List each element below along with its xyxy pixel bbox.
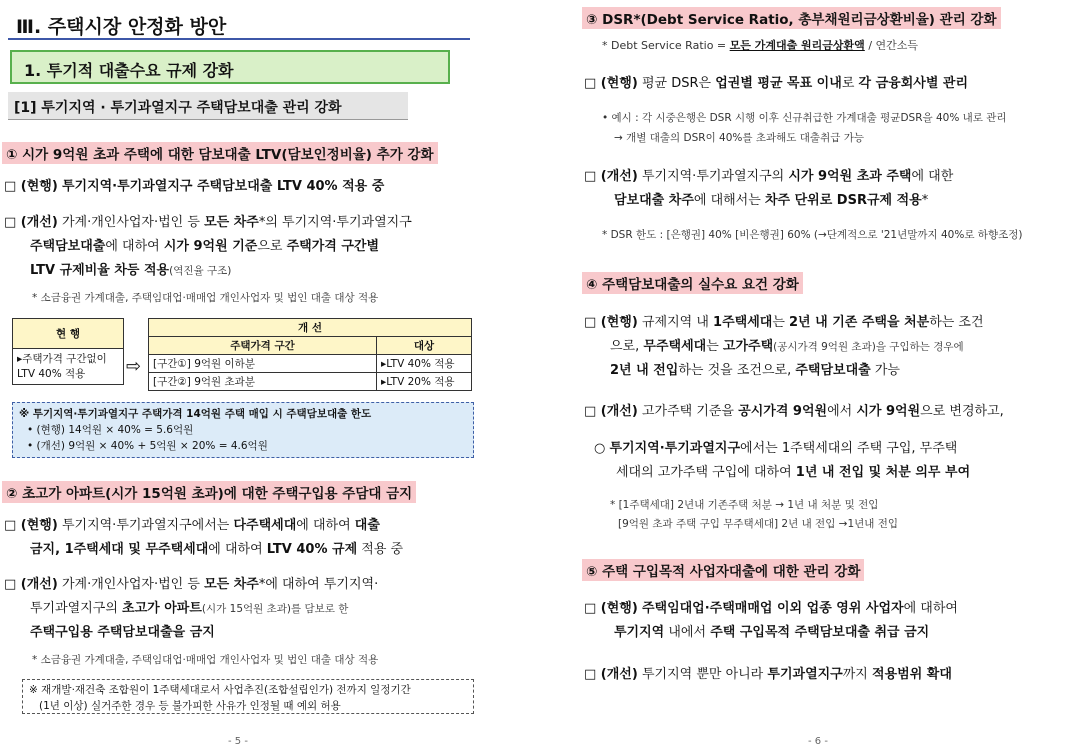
dsr-example-line-2: → 개별 대출의 DSR이 40%를 초과해도 대출취급 가능 bbox=[614, 132, 864, 144]
exception-note-box bbox=[22, 679, 474, 714]
bullet-label: □ (개선) bbox=[584, 667, 638, 682]
text-span: 모든 차주 bbox=[204, 577, 259, 592]
note-line-2: (1년 이상) 실거주한 경우 등 불가피한 사유가 인정될 때 예외 허용 bbox=[39, 700, 341, 712]
bullet-label: □ (개선) bbox=[584, 404, 638, 419]
text-span: 주택 구입목적 주택담보대출 취급 금지 bbox=[710, 625, 930, 640]
bullet-improve-demand bbox=[584, 400, 1004, 424]
text-span: LTV 40% 적용 bbox=[17, 367, 86, 380]
text-span: *에 대하여 투기지역· bbox=[258, 577, 379, 592]
text-span: 투기지역·투기과열지구에서는 bbox=[61, 518, 230, 533]
text-span: 투기과열지구 bbox=[767, 667, 843, 682]
bullet-label: □ (현행) bbox=[584, 601, 638, 616]
table-col-target: 대상 bbox=[377, 337, 472, 355]
text-span: 1주택세대 bbox=[713, 315, 773, 330]
table-cell-ltv-1: ▸LTV 40% 적용 bbox=[377, 355, 472, 373]
text-span: 는 bbox=[706, 339, 719, 354]
page-number: - 5 - bbox=[228, 736, 248, 747]
text-span: 차주 단위로 DSR규제 적용 bbox=[764, 193, 922, 208]
text-span: 시가 9억원 기준 bbox=[163, 239, 258, 254]
text-span: 투기지역·투기과열지구의 bbox=[641, 169, 785, 184]
text-span: 세대의 고가주택 구입에 대하여 bbox=[616, 465, 792, 480]
text-span: 1년 내 전입 및 처분 의무 부여 bbox=[795, 465, 971, 480]
subsection-title-2: [1] 투기지역 · 투기과열지구 주택담보대출 관리 강화 bbox=[8, 92, 408, 120]
text-span: 적용범위 확대 bbox=[872, 667, 952, 682]
table-cell-current bbox=[13, 349, 124, 385]
text-span: 주택임대업·주택매매업 이외 업종 영위 사업자 bbox=[641, 601, 904, 616]
bullet-current-ban-line2 bbox=[30, 538, 403, 562]
text-span: 에 대한 bbox=[911, 169, 954, 184]
footnote-ban: * 소금융권 가계대출, 주택임대업·매매업 개인사업자 및 법인 대출 대상 적용 bbox=[32, 654, 379, 666]
dsr-example-line-1: • 예시 : 각 시중은행은 DSR 시행 이후 신규취급한 가계대출 평균DSR을 40% 내로 관리 bbox=[602, 112, 1007, 124]
bullet-improve-ban-line3: 주택구입용 주택담보대출을 금지 bbox=[30, 625, 215, 640]
text-span: 투기지역 bbox=[614, 625, 665, 640]
text-span: 각 금융회사별 관리 bbox=[858, 76, 969, 91]
bullet-improve-dsr-line2 bbox=[614, 189, 928, 213]
text-span: ▸주택가격 구간없이 bbox=[17, 352, 107, 365]
subsection-title-1: 1. 투기적 대출수요 규제 강화 bbox=[10, 50, 450, 84]
bullet-current-ltv bbox=[4, 175, 384, 199]
bullet-improve-ltv bbox=[4, 211, 412, 235]
text-span: 대출 bbox=[354, 518, 380, 533]
text-span: 하는 것을 조건으로, bbox=[678, 363, 792, 378]
bullet-improve-ltv-line2 bbox=[30, 235, 379, 259]
text-span: 내에서 bbox=[668, 625, 707, 640]
text-span: 무주택세대 bbox=[643, 339, 707, 354]
example-line-1: • (현행) 14억원 × 40% = 5.6억원 bbox=[27, 424, 194, 436]
text-span: 에 대하여 bbox=[296, 518, 351, 533]
text-span: 에 대하여 bbox=[208, 542, 263, 557]
text-span: LTV 40% 규제 bbox=[266, 542, 358, 557]
text-span: 으로, bbox=[610, 339, 640, 354]
table-cell-range-1: [구간①] 9억원 이하분 bbox=[149, 355, 377, 373]
text-span: 주택담보대출 bbox=[30, 239, 106, 254]
page-number: - 6 - bbox=[808, 736, 828, 747]
heading-business-loan: ⑤ 주택 구입목적 사업자대출에 대한 관리 강화 bbox=[582, 559, 864, 581]
table-current bbox=[12, 318, 124, 385]
text-span: 규제지역 내 bbox=[641, 315, 709, 330]
text-span: 투기지역·투기과열지구 bbox=[609, 441, 741, 456]
bullet-current-ban bbox=[4, 514, 380, 538]
text-span: 으로 bbox=[257, 239, 283, 254]
dsr-definition bbox=[602, 37, 918, 53]
table-col-price: 주택가격 구간 bbox=[149, 337, 377, 355]
bullet-text: 투기지역·투기과열지구 주택담보대출 LTV 40% 적용 중 bbox=[61, 179, 385, 194]
text-span: 투기지역 뿐만 아니라 bbox=[641, 667, 764, 682]
table-head-improved: 개 선 bbox=[149, 319, 472, 337]
page-left bbox=[0, 0, 535, 751]
text-span: 시가 9억원 초과 주택 bbox=[788, 169, 912, 184]
bullet-improve-ltv-line3 bbox=[30, 259, 231, 283]
text-span: 평균 DSR은 bbox=[641, 76, 712, 91]
heading-ltv: ① 시가 9억원 초과 주택에 대한 담보대출 LTV(담보인정비율) 추가 강화 bbox=[2, 142, 438, 164]
text-span: 로 bbox=[841, 76, 855, 91]
example-line-2: • (개선) 9억원 × 40% + 5억원 × 20% = 4.6억원 bbox=[27, 440, 268, 452]
text-span: 는 bbox=[772, 315, 785, 330]
bullet-current-business bbox=[584, 597, 958, 621]
text-span: 에 대해서는 bbox=[693, 193, 761, 208]
text-span: 가계·개인사업자·법인 등 bbox=[61, 215, 200, 230]
text-span: 2년 내 전입 bbox=[610, 363, 679, 378]
arrow-icon: ⇨ bbox=[126, 356, 142, 377]
bullet-current-demand bbox=[584, 311, 984, 335]
table-improved bbox=[148, 318, 472, 391]
note-line-1: ※ 재개발·재건축 조합원이 1주택세대로서 사업추진(조합설립인가) 전까지 일정기간 bbox=[29, 684, 411, 696]
heading-super-expensive: ② 초고가 아파트(시가 15억원 초과)에 대한 주택구입용 주담대 금지 bbox=[2, 481, 416, 503]
text-span: 에서는 1주택세대의 주택 구입, 무주택 bbox=[740, 441, 958, 456]
text-span: 모든 가계대출 원리금상환액 bbox=[729, 39, 865, 52]
section-title: Ⅲ. 주택시장 안정화 방안 bbox=[8, 4, 470, 40]
bullet-label: □ (개선) bbox=[584, 169, 638, 184]
heading-real-demand: ④ 주택담보대출의 실수요 요건 강화 bbox=[582, 272, 803, 294]
text-span: (공시가격 9억원 초과)을 구입하는 경우에 bbox=[773, 341, 964, 353]
bullet-label: □ (현행) bbox=[4, 518, 58, 533]
text-span: 가능 bbox=[874, 363, 900, 378]
text-span: 투기과열지구의 bbox=[30, 601, 118, 616]
text-span: 하는 조건 bbox=[929, 315, 984, 330]
text-span: 에서 bbox=[827, 404, 853, 419]
obligation-footnote-1: * [1주택세대] 2년내 기존주택 처분 → 1년 내 처분 및 전입 bbox=[610, 499, 879, 511]
bullet-improve-dsr bbox=[584, 165, 953, 189]
table-head-current: 현 행 bbox=[13, 319, 124, 349]
text-span: * bbox=[921, 193, 929, 208]
bullet-label: □ (개선) bbox=[4, 577, 58, 592]
bullet-label: □ (현행) bbox=[4, 179, 58, 194]
bullet-current-dsr bbox=[584, 72, 968, 96]
table-cell-range-2: [구간②] 9억원 초과분 bbox=[149, 373, 377, 391]
text-span: 모든 차주 bbox=[204, 215, 259, 230]
obligation-footnote-2: [9억원 초과 주택 구입 무주택세대] 2년 내 전입 →1년내 전입 bbox=[618, 518, 899, 530]
text-span: 다주택세대 bbox=[233, 518, 297, 533]
page-right bbox=[536, 0, 1071, 751]
heading-dsr: ③ DSR*(Debt Service Ratio, 총부채원리금상환비율) 관리 강화 bbox=[582, 7, 1001, 29]
text-span: ○ bbox=[594, 441, 606, 456]
footnote-dsr: * DSR 한도 : [은행권] 40% [비은행권] 60% (→단계적으로 '21년말까지 40%로 하향조정) bbox=[602, 229, 1023, 241]
text-span: 에 대하여 bbox=[903, 601, 958, 616]
bullet-improve-ban-line2 bbox=[30, 597, 348, 621]
table-cell-ltv-2: ▸LTV 20% 적용 bbox=[377, 373, 472, 391]
bullet-improve-business bbox=[584, 663, 952, 687]
text-span: 초고가 아파트 bbox=[122, 601, 202, 616]
text-span: 에 대하여 bbox=[105, 239, 160, 254]
bullet-current-business-line2 bbox=[614, 621, 929, 645]
text-span: 금지, 1주택세대 및 무주택세대 bbox=[30, 542, 209, 557]
sub-bullet-obligation bbox=[594, 437, 957, 461]
bullet-current-demand-line3 bbox=[610, 359, 900, 383]
bullet-improve-ban bbox=[4, 573, 378, 597]
footnote-ltv: * 소금융권 가계대출, 주택임대업·매매업 개인사업자 및 법인 대출 대상 적용 bbox=[32, 292, 379, 304]
text-span: 주택가격 구간별 bbox=[286, 239, 380, 254]
sub-bullet-obligation-line2 bbox=[616, 461, 970, 485]
text-span: 고가주택 기준을 bbox=[641, 404, 734, 419]
text-span: 시가 9억원 bbox=[856, 404, 921, 419]
example-box bbox=[12, 402, 474, 458]
text-span: (시가 15억원 초과)를 담보로 한 bbox=[201, 603, 349, 615]
text-span: 주택담보대출 bbox=[795, 363, 871, 378]
example-title: ※ 투기지역·투기과열지구 주택가격 14억원 주택 매입 시 주택담보대출 한도 bbox=[19, 408, 372, 420]
text-span: 공시가격 9억원 bbox=[738, 404, 828, 419]
bullet-current-demand-line2 bbox=[610, 335, 964, 359]
bullet-label: □ (현행) bbox=[584, 76, 638, 91]
text-span: 가계·개인사업자·법인 등 bbox=[61, 577, 200, 592]
text-span: 담보대출 차주 bbox=[614, 193, 694, 208]
bullet-label: □ (현행) bbox=[584, 315, 638, 330]
text-span: * Debt Service Ratio = bbox=[602, 39, 727, 52]
text-span: 업권별 평균 목표 이내 bbox=[715, 76, 842, 91]
text-span: 2년 내 기존 주택을 처분 bbox=[789, 315, 930, 330]
text-span: 적용 중 bbox=[361, 542, 404, 557]
text-span: LTV 규제비율 차등 적용 bbox=[30, 263, 170, 278]
text-span: 까지 bbox=[842, 667, 868, 682]
text-span: *의 투기지역·투기과열지구 bbox=[258, 215, 412, 230]
text-span: 으로 변경하고, bbox=[920, 404, 1004, 419]
text-span: / 연간소득 bbox=[868, 39, 919, 52]
text-span: 고가주택 bbox=[722, 339, 774, 354]
text-span: (역진율 구조) bbox=[169, 265, 232, 277]
bullet-label: □ (개선) bbox=[4, 215, 58, 230]
